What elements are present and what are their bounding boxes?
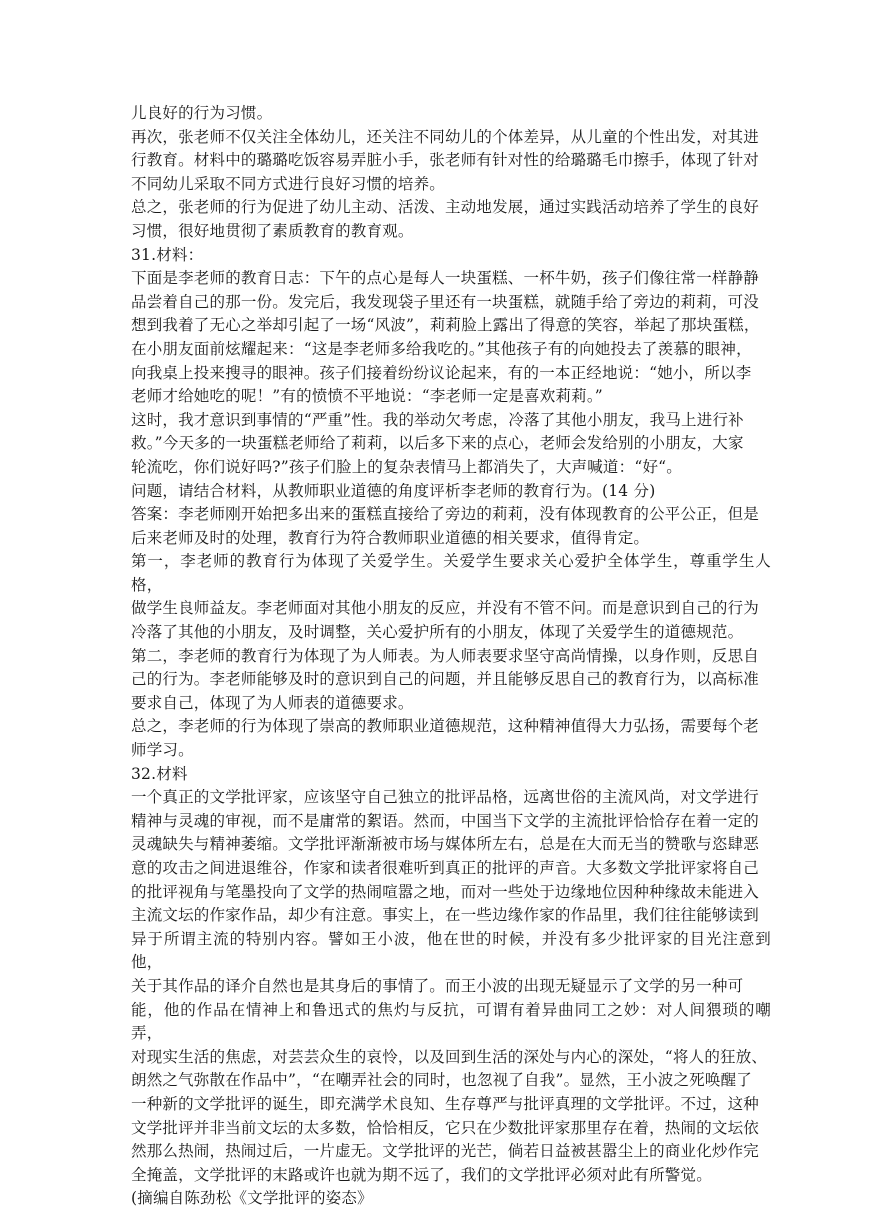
text-line: 第一，李老师的教育行为体现了关爱学生。关爱学生要求关心爱护全体学生，尊重学生人格， — [131, 552, 771, 594]
text-line: 不同幼儿采取不同方式进行良好习惯的培养。 — [131, 174, 446, 193]
text-line: 想到我着了无心之举却引起了一场“风波”，莉莉脸上露出了得意的笑容，举起了那块蛋糕， — [131, 316, 760, 335]
text-line: 师学习。 — [131, 741, 194, 760]
text-line: 能，他的作品在情神上和鲁迅式的焦灼与反抗，可谓有着异曲同工之妙：对人间猥琐的嘲弄， — [131, 1000, 771, 1043]
text-line: 老师才给她吃的呢！”有的愤愤不平地说：“李老师一定是喜欢莉莉。” — [131, 387, 603, 406]
text-line: 精神与灵魂的审视，而不是庸常的絮语。然而，中国当下文学的主流批评恰恰存在着一定的 — [131, 811, 760, 830]
text-line: 向我桌上投来搜寻的眼神。孩子们接着纷纷议论起来，有的一本正经地说：“她小，所以李 — [131, 363, 752, 382]
text-line: 第二，李老师的教育行为体现了为人师表。为人师表要求坚守高尚情操，以身作则，反思自 — [131, 646, 760, 665]
text-line: 主流文坛的作家作品，却少有注意。事实上，在一些边缘作家的作品里，我们往往能够读到 — [131, 906, 760, 925]
question-heading-32: 32.材料 — [131, 764, 188, 783]
text-line: 要求自己，体现了为人师表的道德要求。 — [131, 693, 414, 712]
text-line: 关于其作品的译介自然也是其身后的事情了。而王小波的出现无疑显示了文学的另一种可 — [131, 976, 744, 995]
text-line: 行教育。材料中的璐璐吃饭容易弄脏小手，张老师有针对性的给璐璐毛巾擦手，体现了针对 — [131, 151, 760, 170]
text-line: 总之，李老师的行为体现了崇高的教师职业道德规范，这种精神值得大力弘扬，需要每个老 — [131, 717, 760, 736]
text-line: 儿良好的行为习惯。 — [131, 104, 273, 122]
text-line: 在小朋友面前炫耀起来：“这是李老师多给我吃的。”其他孩子有的向她投去了羡慕的眼神， — [131, 339, 752, 358]
question-heading-31: 31.材料： — [131, 245, 204, 264]
text-line: 对现实生活的焦虑，对芸芸众生的哀怜，以及回到生活的深处与内心的深处，“将人的狂放、 — [131, 1047, 768, 1066]
text-line: 文学批评并非当前文坛的太多数，恰恰相反，它只在少数批评家那里存在着，热闹的文坛依 — [131, 1118, 760, 1137]
text-line: 做学生良师益友。李老师面对其他小朋友的反应，并没有不管不问。而是意识到自己的行为 — [131, 599, 760, 618]
text-line: 己的行为。李老师能够及时的意识到自己的问题，并且能够反思自己的教育行为，以高标准 — [131, 670, 760, 689]
text-line: 后来老师及时的处理，教育行为符合教师职业道德的相关要求，值得肯定。 — [131, 528, 650, 547]
text-line: 灵魂缺失与精神萎缩。文学批评渐渐被市场与媒体所左右，总是在大而无当的赞歌与恣肆恶 — [131, 835, 760, 854]
text-line: 的批评视角与笔墨投向了文学的热闹喧嚣之地，而对一些处于边缘地位因种种缘故未能进入 — [131, 882, 760, 901]
text-line: 异于所谓主流的特别内容。譬如王小波，他在世的时候，并没有多少批评家的目光注意到他， — [131, 929, 771, 972]
text-line: 全掩盖，文学批评的末路或许也就为期不远了，我们的文学批评必须对此有所警觉。 — [131, 1165, 712, 1184]
text-line: 然那么热闹，热闹过后，一片虚无。文学批评的光芒，倘若日益被甚嚣尘上的商业化炒作完 — [131, 1142, 760, 1161]
text-line: 冷落了其他的小朋友，及时调整，关心爱护所有的小朋友，体现了关爱学生的道德规范。 — [131, 623, 744, 642]
text-line: 意的攻击之间进退维谷，作家和读者很难听到真正的批评的声音。大多数文学批评家将自己 — [131, 859, 760, 877]
source-citation: (摘编自陈劲松《文学批评的姿态》 — [131, 1189, 373, 1208]
text-line: 习惯，很好地贯彻了素质教育的教育观。 — [131, 221, 414, 240]
text-line: 一种新的文学批评的诞生，即充满学术良知、生存尊严与批评真理的文学批评。不过，这种 — [131, 1094, 760, 1113]
text-line: 轮流吃，你们说好吗?”孩子们脸上的复杂表情马上都消失了，大声喊道：“好“。 — [131, 457, 682, 476]
text-line: 救。”今天多的一块蛋糕老师给了莉莉，以后多下来的点心，老师会发给别的小朋友，大家 — [131, 434, 744, 453]
text-line: 总之，张老师的行为促进了幼儿主动、活泼、主动地发展，通过实践活动培养了学生的良好 — [131, 198, 760, 217]
text-line: 朗然之气弥散在作品中”，“在嘲弄社会的同时，也忽视了自我”。显然，王小波之死唤醒了 — [131, 1071, 752, 1090]
text-line: 品尝着自己的那一份。发完后，我发现袋子里还有一块蛋糕，就随手给了旁边的莉莉，可没 — [131, 292, 760, 311]
text-line: 下面是李老师的教育日志：下午的点心是每人一块蛋糕、一杯牛奶，孩子们像往常一样静静 — [131, 269, 760, 288]
text-line: 再次，张老师不仅关注全体幼儿，还关注不同幼儿的个体差异，从儿童的个性出发，对其进 — [131, 127, 760, 146]
document-body — [131, 102, 771, 1211]
question-prompt: 问题，请结合材料，从教师职业道德的角度评析李老师的教育行为。(14 分) — [131, 481, 656, 500]
answer-line: 答案：李老师刚开始把多出来的蛋糕直接给了旁边的莉莉，没有体现教育的公平公正，但是 — [131, 505, 760, 524]
text-line: 这时，我才意识到事情的“严重”性。我的举动欠考虑，冷落了其他小朋友，我马上进行补 — [131, 410, 744, 429]
text-line: 一个真正的文学批评家，应该坚守自己独立的批评品格，远离世俗的主流风尚，对文学进行 — [131, 788, 760, 807]
